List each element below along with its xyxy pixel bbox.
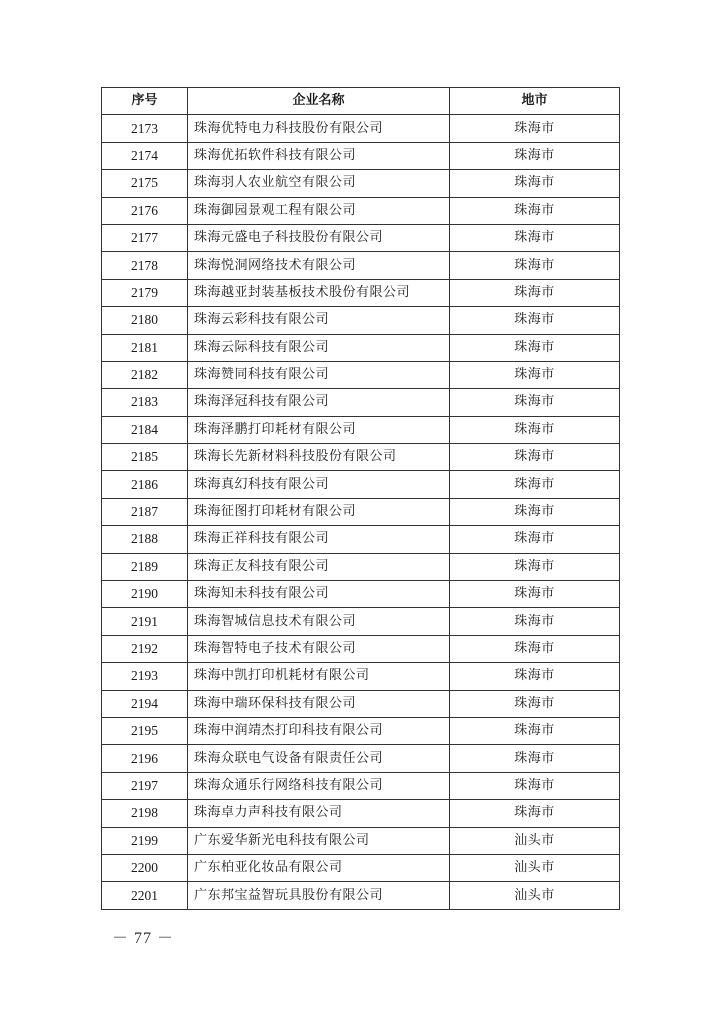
- row-city-cell: 珠海市: [450, 690, 620, 717]
- row-index-cell: 2192: [102, 635, 188, 662]
- row-enterprise-name-cell: 珠海知未科技有限公司: [188, 581, 450, 608]
- row-index-cell: 2197: [102, 772, 188, 799]
- row-city-cell: 珠海市: [450, 498, 620, 525]
- table-row: [102, 279, 620, 306]
- row-enterprise-name-cell: 珠海赞同科技有限公司: [188, 361, 450, 388]
- row-index-cell: 2177: [102, 224, 188, 251]
- row-enterprise-name-cell: 珠海悦洞网络技术有限公司: [188, 252, 450, 279]
- header-index: 序号: [102, 88, 188, 115]
- row-index-cell: 2196: [102, 745, 188, 772]
- table-row: [102, 444, 620, 471]
- row-enterprise-name-cell: 珠海众联电气设备有限责任公司: [188, 745, 450, 772]
- row-index-cell: 2194: [102, 690, 188, 717]
- row-city-cell: 珠海市: [450, 553, 620, 580]
- row-city-cell: 汕头市: [450, 854, 620, 881]
- row-index-cell: 2186: [102, 471, 188, 498]
- row-city-cell: 珠海市: [450, 279, 620, 306]
- row-enterprise-name-cell: 珠海元盛电子科技股份有限公司: [188, 224, 450, 251]
- row-enterprise-name-cell: 珠海越亚封装基板技术股份有限公司: [188, 279, 450, 306]
- table-row: [102, 827, 620, 854]
- row-index-cell: 2189: [102, 553, 188, 580]
- row-enterprise-name-cell: 珠海众通乐行网络科技有限公司: [188, 772, 450, 799]
- row-index-cell: 2182: [102, 361, 188, 388]
- row-index-cell: 2199: [102, 827, 188, 854]
- row-index-cell: 2184: [102, 416, 188, 443]
- row-city-cell: 珠海市: [450, 745, 620, 772]
- row-city-cell: 珠海市: [450, 197, 620, 224]
- row-enterprise-name-cell: 广东柏亚化妆品有限公司: [188, 854, 450, 881]
- row-index-cell: 2187: [102, 498, 188, 525]
- row-enterprise-name-cell: 珠海正友科技有限公司: [188, 553, 450, 580]
- row-city-cell: 珠海市: [450, 444, 620, 471]
- row-index-cell: 2185: [102, 444, 188, 471]
- row-enterprise-name-cell: 珠海优特电力科技股份有限公司: [188, 115, 450, 142]
- row-city-cell: 汕头市: [450, 827, 620, 854]
- row-index-cell: 2190: [102, 581, 188, 608]
- row-city-cell: 珠海市: [450, 717, 620, 744]
- table-row: [102, 745, 620, 772]
- row-city-cell: 珠海市: [450, 361, 620, 388]
- row-enterprise-name-cell: 珠海智城信息技术有限公司: [188, 608, 450, 635]
- row-city-cell: 珠海市: [450, 608, 620, 635]
- table-row: [102, 334, 620, 361]
- table-row: [102, 389, 620, 416]
- table-row: [102, 307, 620, 334]
- row-city-cell: 珠海市: [450, 635, 620, 662]
- row-index-cell: 2191: [102, 608, 188, 635]
- row-enterprise-name-cell: 珠海中瑞环保科技有限公司: [188, 690, 450, 717]
- table-body: [102, 115, 620, 909]
- row-enterprise-name-cell: 珠海御园景观工程有限公司: [188, 197, 450, 224]
- table-row: [102, 471, 620, 498]
- row-enterprise-name-cell: 珠海征图打印耗材有限公司: [188, 498, 450, 525]
- row-city-cell: 珠海市: [450, 389, 620, 416]
- row-city-cell: 珠海市: [450, 115, 620, 142]
- row-enterprise-name-cell: 珠海智特电子技术有限公司: [188, 635, 450, 662]
- row-city-cell: 珠海市: [450, 800, 620, 827]
- table-row: [102, 553, 620, 580]
- table-row: [102, 800, 620, 827]
- row-enterprise-name-cell: 珠海泽鹏打印耗材有限公司: [188, 416, 450, 443]
- row-index-cell: 2176: [102, 197, 188, 224]
- enterprise-table: [101, 87, 620, 910]
- row-index-cell: 2180: [102, 307, 188, 334]
- row-enterprise-name-cell: 珠海长先新材料科技股份有限公司: [188, 444, 450, 471]
- header-enterprise-name: 企业名称: [188, 88, 450, 115]
- row-city-cell: 珠海市: [450, 170, 620, 197]
- row-city-cell: 珠海市: [450, 581, 620, 608]
- row-index-cell: 2181: [102, 334, 188, 361]
- row-city-cell: 珠海市: [450, 772, 620, 799]
- table-row: [102, 361, 620, 388]
- table-row: [102, 690, 620, 717]
- row-enterprise-name-cell: 珠海真幻科技有限公司: [188, 471, 450, 498]
- row-index-cell: 2175: [102, 170, 188, 197]
- row-enterprise-name-cell: 珠海云际科技有限公司: [188, 334, 450, 361]
- row-city-cell: 汕头市: [450, 882, 620, 909]
- row-city-cell: 珠海市: [450, 224, 620, 251]
- row-index-cell: 2173: [102, 115, 188, 142]
- row-city-cell: 珠海市: [450, 334, 620, 361]
- table-row: [102, 142, 620, 169]
- table-header-row: [102, 88, 620, 115]
- row-city-cell: 珠海市: [450, 307, 620, 334]
- row-enterprise-name-cell: 珠海羽人农业航空有限公司: [188, 170, 450, 197]
- table-row: [102, 635, 620, 662]
- table-row: [102, 772, 620, 799]
- header-city: 地市: [450, 88, 620, 115]
- row-index-cell: 2178: [102, 252, 188, 279]
- row-index-cell: 2193: [102, 663, 188, 690]
- table-row: [102, 197, 620, 224]
- row-index-cell: 2183: [102, 389, 188, 416]
- table-row: [102, 581, 620, 608]
- row-enterprise-name-cell: 广东邦宝益智玩具股份有限公司: [188, 882, 450, 909]
- row-index-cell: 2174: [102, 142, 188, 169]
- row-city-cell: 珠海市: [450, 471, 620, 498]
- table-row: [102, 608, 620, 635]
- page-number: － 77 －: [112, 930, 175, 947]
- row-index-cell: 2198: [102, 800, 188, 827]
- row-enterprise-name-cell: 珠海卓力声科技有限公司: [188, 800, 450, 827]
- row-enterprise-name-cell: 广东爱华新光电科技有限公司: [188, 827, 450, 854]
- table-row: [102, 882, 620, 909]
- row-index-cell: 2179: [102, 279, 188, 306]
- table-row: [102, 224, 620, 251]
- row-index-cell: 2195: [102, 717, 188, 744]
- row-enterprise-name-cell: 珠海中凯打印机耗材有限公司: [188, 663, 450, 690]
- row-enterprise-name-cell: 珠海泽冠科技有限公司: [188, 389, 450, 416]
- row-city-cell: 珠海市: [450, 526, 620, 553]
- row-city-cell: 珠海市: [450, 142, 620, 169]
- table-row: [102, 252, 620, 279]
- row-city-cell: 珠海市: [450, 252, 620, 279]
- row-enterprise-name-cell: 珠海中润靖杰打印科技有限公司: [188, 717, 450, 744]
- table-row: [102, 170, 620, 197]
- table-row: [102, 663, 620, 690]
- row-index-cell: 2200: [102, 854, 188, 881]
- table-row: [102, 526, 620, 553]
- table-row: [102, 717, 620, 744]
- row-enterprise-name-cell: 珠海云彩科技有限公司: [188, 307, 450, 334]
- table-row: [102, 416, 620, 443]
- row-index-cell: 2201: [102, 882, 188, 909]
- row-city-cell: 珠海市: [450, 416, 620, 443]
- table-row: [102, 115, 620, 142]
- table-row: [102, 498, 620, 525]
- row-enterprise-name-cell: 珠海优拓软件科技有限公司: [188, 142, 450, 169]
- row-index-cell: 2188: [102, 526, 188, 553]
- table-row: [102, 854, 620, 881]
- row-enterprise-name-cell: 珠海正祥科技有限公司: [188, 526, 450, 553]
- row-city-cell: 珠海市: [450, 663, 620, 690]
